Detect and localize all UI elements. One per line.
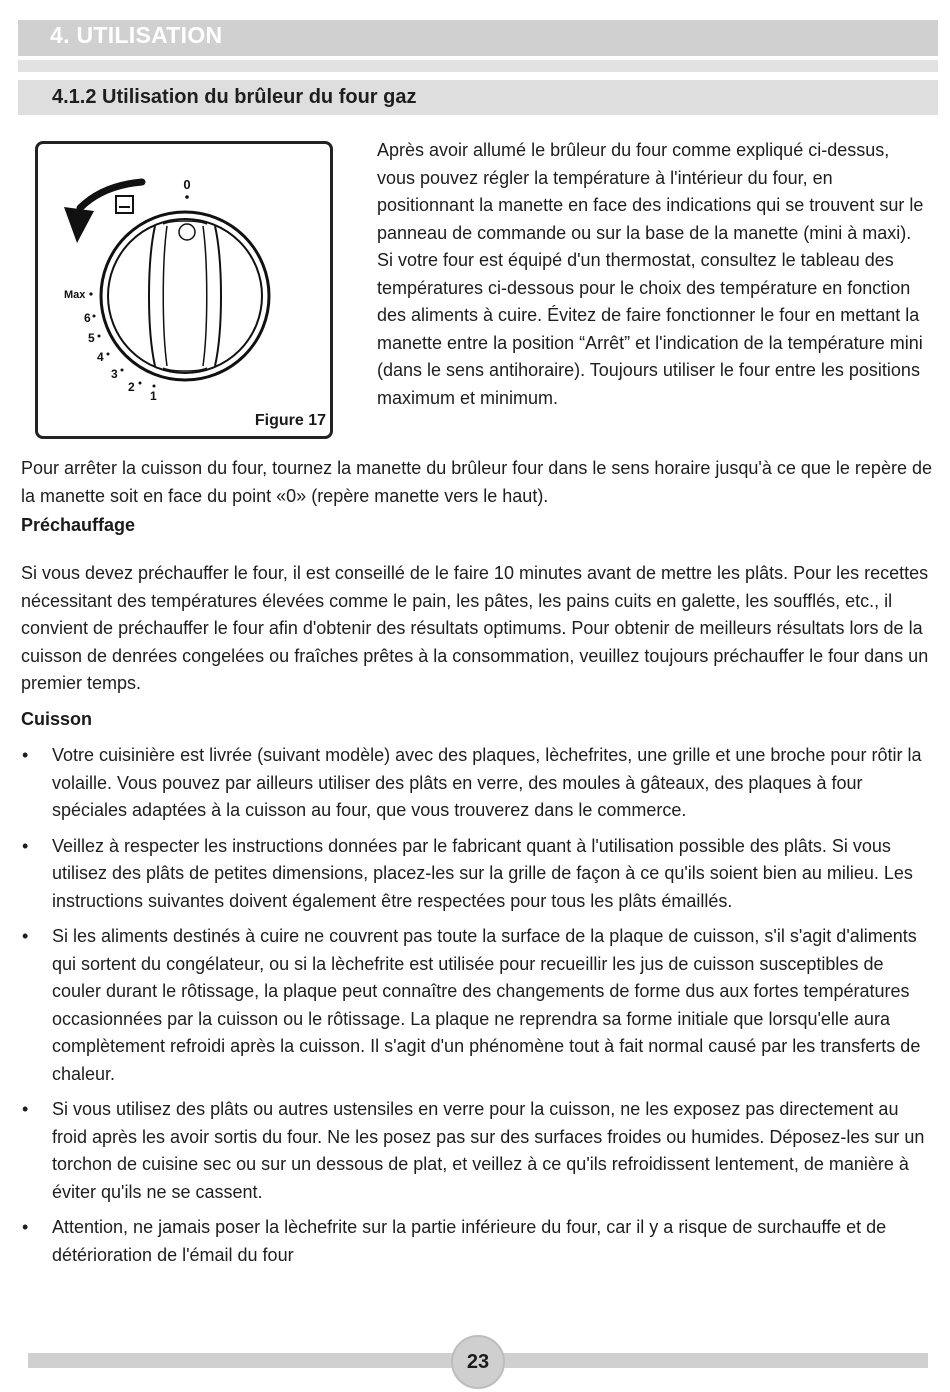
chapter-title: 4. UTILISATION (50, 22, 223, 48)
bullet-text: Votre cuisinière est livrée (suivant modèle) avec des plaques, lèchefrites, une grille et une broche pour rôtir la volaille. Vous pouvez par ailleurs utiliser des plâts en verre, des moules à gâteaux, des plaques à four spéciales adaptées à la cuisson au four, que vous trouverez dans le commerce. (52, 745, 922, 820)
bullet-icon: • (22, 745, 29, 765)
cooking-heading: Cuisson (21, 709, 93, 729)
knob-figure (35, 141, 333, 439)
preheat-heading: Préchauffage (21, 515, 136, 535)
dial-label-1: 1 (150, 389, 157, 403)
bullet-icon: • (22, 926, 29, 946)
dial-label-off: 0 (183, 177, 191, 192)
bullet-text: Veillez à respecter les instructions données par le fabricant quant à l'utilisation possible des plâts. Si vous utilisez des plâts de petites dimensions, placez-les sur la grille de façon à ce qu'ils soient bien au milieu. Les instructions suivantes doivent également être respectées pour tous les plâts émaillés. (52, 835, 913, 911)
dial-label-max: Max (64, 289, 86, 301)
dial-dot-off (185, 195, 189, 199)
page-number: 23 (466, 1351, 490, 1373)
page-number-badge (451, 1335, 505, 1389)
section-title: 4.1.2 Utilisation du brûleur du four gaz (52, 86, 417, 108)
dial-label-3: 3 (111, 367, 118, 381)
list-item (21, 1096, 936, 1206)
bullet-icon: • (22, 1217, 29, 1237)
bullet-text: Si les aliments destinés à cuire ne couvrent pas toute la surface de la plaque de cuisson, s'il s'agit d'aliments qui sortent du congélateur, ou si la lèchefrite est utilisée pour recueillir les jus de cuisson susceptibles de couler durant le rôtissage, la plaque peut connaître des changements de forme dus aux fortes températures occasionnées par la cuisson ou le rôtissage. La plaque ne reprendra sa forme initiale que lorsqu'elle aura complètement refroidi après la cuisson. Il s'agit d'un phénomène tout à fait normal causé par les transferts de chaleur. (52, 926, 921, 1084)
list-item (21, 833, 936, 916)
intro-paragraph: Après avoir allumé le brûleur du four comme expliqué ci-dessus, vous pouvez régler la température à l'intérieur du four, en positionnant la manette en face des indications qui se trouvent sur le panneau de commande ou sur la base de la manette (mini à maxi). Si votre four est équipé d'un thermostat, consultez le tableau des températures ci-dessous pour le choix des température en fonction des aliments à cuire. Évitez de faire fonctionner le four en mettant la manette entre la position “Arrêt” et l'indication de la température mini (dans le sens antihoraire). Toujours utiliser le four entre les positions maximum et minimum. (377, 140, 924, 408)
preheat-paragraph: Si vous devez préchauffer le four, il est conseillé de le faire 10 minutes avant de mettre les plâts. Pour les recettes nécessitant des températures élevées comme le pain, les pâtes, les pains cuits en galette, les soufflés, etc., il convient de préchauffer le four afin d'obtenir des résultats optimums. Pour obtenir de meilleurs résultats lors de la cuisson de denrées congelées ou fraîches prêtes à la consommation, veuillez toujours préchauffer le four dans un premier temps. (21, 563, 929, 693)
list-item (21, 1214, 936, 1269)
bullet-icon: • (22, 1099, 29, 1119)
figure-caption: Figure 17 (254, 412, 326, 429)
bullet-text: Si vous utilisez des plâts ou autres ustensiles en verre pour la cuisson, ne les exposez pas directement au froid après les avoir sortis du four. Ne les posez pas sur des surfaces froides ou humides. Déposez-les sur un torchon de cuisine sec ou sur un dessous de plat, et veillez à ce qu'ils refroidissent lentement, de manière à éviter qu'ils ne se cassent. (52, 1099, 925, 1202)
bullet-icon: • (22, 835, 29, 856)
dial-label-6: 6 (84, 311, 91, 325)
dial-label-4: 4 (97, 350, 104, 364)
oven-symbol-icon (116, 196, 133, 213)
cooking-bullet-list (21, 742, 936, 1277)
stop-paragraph: Pour arrêter la cuisson du four, tournez la manette du brûleur four dans le sens horaire jusqu'à ce que le repère de la manette soit en face du point «0» (repère manette vers le haut). (21, 458, 932, 506)
dial-label-5: 5 (88, 331, 95, 345)
bullet-text: Attention, ne jamais poser la lèchefrite sur la partie inférieure du four, car il y a risque de surchauffe et de détérioration de l'émail du four (52, 1217, 887, 1265)
list-item (21, 742, 936, 825)
dial-label-2: 2 (128, 380, 135, 394)
header-divider (18, 60, 938, 72)
knob-diagram (38, 144, 330, 436)
list-item (21, 923, 936, 1088)
knob-icon (101, 212, 269, 380)
